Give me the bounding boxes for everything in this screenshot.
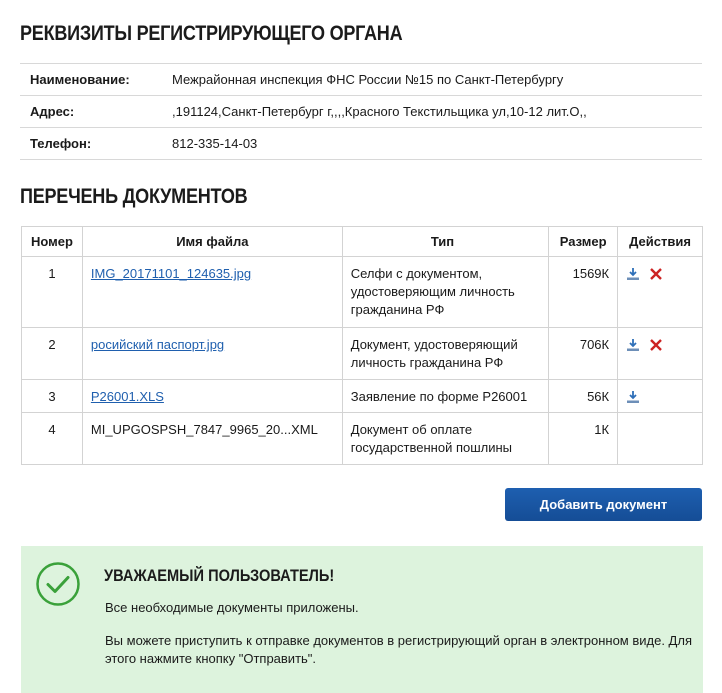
check-circle-icon	[35, 561, 81, 612]
org-address-value: ,191124,Санкт-Петербург г,,,,Красного Текстильщика ул,10-12 лит.О,,	[172, 96, 702, 128]
file-link[interactable]: P26001.XLS	[90, 389, 164, 404]
notice-message: Все необходимые документы приложены.	[105, 600, 359, 615]
file-link[interactable]: росийский паспорт.jpg	[90, 337, 225, 352]
org-phone-value: 812-335-14-03	[172, 128, 702, 160]
delete-icon[interactable]	[649, 338, 663, 352]
row-num: 4	[22, 413, 83, 465]
org-details-table	[20, 63, 702, 160]
header-size: Размер	[549, 227, 618, 257]
row-size: 56К	[549, 380, 618, 413]
org-section-title: РЕКВИЗИТЫ РЕГИСТРИРУЮЩЕГО ОРГАНА	[20, 22, 403, 45]
file-name: MI_UPGOSPSH_7847_9965_20...XML	[82, 413, 342, 465]
add-document-button[interactable]: Добавить документ	[505, 488, 702, 521]
row-num: 2	[22, 328, 83, 380]
org-row-address	[20, 96, 702, 128]
header-type: Тип	[342, 227, 548, 257]
header-actions: Действия	[618, 227, 703, 257]
notice-instructions: Вы можете приступить к отправке документов в регистрирующий орган в электронном виде. Для этого нажмите кнопку "Отправить".	[105, 633, 692, 666]
org-address-label: Адрес:	[20, 96, 172, 128]
row-size: 1К	[549, 413, 618, 465]
org-name-value: Межрайонная инспекция ФНС России №15 по Санкт-Петербургу	[172, 64, 702, 96]
org-row-phone	[20, 128, 702, 160]
row-type: Документ об оплате государственной пошлины	[342, 413, 548, 465]
row-size: 706К	[549, 328, 618, 380]
download-icon[interactable]	[626, 267, 640, 281]
header-file: Имя файла	[82, 227, 342, 257]
table-row	[22, 257, 703, 328]
header-num: Номер	[22, 227, 83, 257]
docs-section-title: ПЕРЕЧЕНЬ ДОКУМЕНТОВ	[20, 185, 248, 208]
org-row-name	[20, 64, 702, 96]
row-size: 1569К	[549, 257, 618, 328]
delete-icon[interactable]	[649, 267, 663, 281]
row-type: Документ, удостоверяющий личность гражданина РФ	[342, 328, 548, 380]
notice-title: УВАЖАЕМЫЙ ПОЛЬЗОВАТЕЛЬ!	[104, 566, 335, 585]
download-icon[interactable]	[626, 338, 640, 352]
row-type: Селфи с документом, удостоверяющим личность гражданина РФ	[342, 257, 548, 328]
file-link[interactable]: IMG_20171101_124635.jpg	[90, 266, 252, 281]
row-num: 3	[22, 380, 83, 413]
documents-table	[21, 226, 703, 465]
table-row	[22, 328, 703, 380]
org-name-label: Наименование:	[20, 64, 172, 96]
table-row	[22, 380, 703, 413]
table-header-row	[22, 227, 703, 257]
table-row	[22, 413, 703, 465]
row-num: 1	[22, 257, 83, 328]
row-type: Заявление по форме Р26001	[342, 380, 548, 413]
success-notice	[21, 546, 703, 693]
org-phone-label: Телефон:	[20, 128, 172, 160]
download-icon[interactable]	[626, 390, 640, 404]
